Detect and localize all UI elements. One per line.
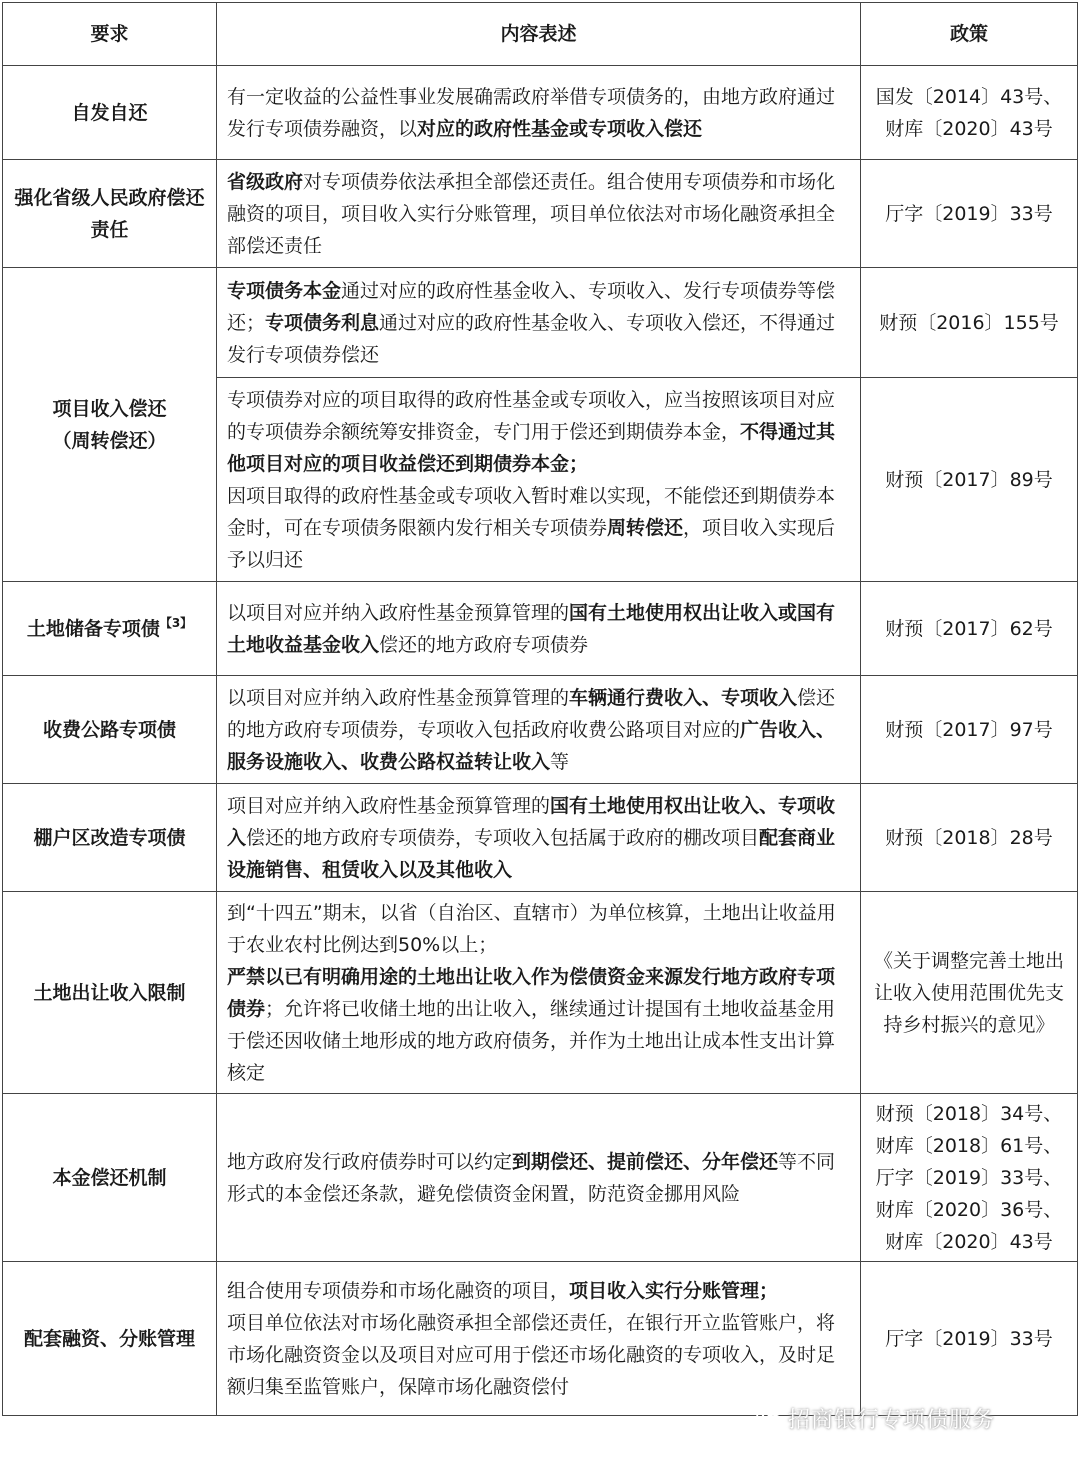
policy-cell: [861, 582, 1078, 676]
bold-text-segment: 不得通过其他项目对应的项目收益偿还到期债券本金；: [227, 420, 836, 475]
table-header-row: [3, 3, 1078, 66]
bold-text-segment: 配套商业设施销售、租赁收入以及其他收入: [227, 826, 836, 881]
table-row: [3, 892, 1078, 1094]
requirement-cell: 自发自还: [3, 66, 217, 160]
text-segment: 因项目取得的政府性基金或专项收入暂时难以实现，不能偿还到期债券本金时，可在专项债务限额内发行相关专项债券: [227, 484, 836, 539]
policy-reference: 厅字〔2019〕33号、: [875, 1166, 1063, 1189]
bold-text-segment: 项目收入实行分账管理；: [569, 1279, 779, 1302]
header-requirement: 要求: [3, 3, 217, 66]
policy-cell: [861, 784, 1078, 892]
text-segment: 通过对应的政府性基金收入、专项收入、发行专项债券等偿还；: [227, 279, 836, 334]
requirement-cell: 配套融资、分账管理: [3, 1262, 217, 1416]
policy-reference: 财预〔2018〕34号、: [875, 1102, 1063, 1125]
policy-reference: 财库〔2020〕43号: [885, 117, 1053, 140]
bold-text-segment: 广告收入、服务设施收入、收费公路权益转让收入: [227, 718, 836, 773]
bold-text-segment: 周转偿还: [607, 516, 684, 539]
watermark-text: 招商银行专项债服务: [788, 1408, 996, 1433]
requirement-cell: 强化省级人民政府偿还责任: [3, 160, 217, 268]
text-segment: 对专项债券依法承担全部偿还责任。组合使用专项债券和市场化融资的项目，项目收入实行分账管理，项目单位依法对市场化融资承担全部偿还责任: [227, 170, 836, 257]
text-segment: 偿还的地方政府专项债券，专项收入包括属于政府的棚改项目: [246, 826, 760, 849]
bold-text-segment: 国有土地使用权出让收入或国有土地收益基金收入: [227, 601, 836, 656]
requirement-label: 土地储备专项债: [26, 617, 160, 640]
content-cell: [217, 378, 861, 582]
requirement-cell: 棚户区改造专项债: [3, 784, 217, 892]
text-segment: 项目单位依法对市场化融资承担全部偿还责任，在银行开立监管账户，将市场化融资资金以及项目对应可用于偿还市场化融资的专项收入，及时足额归集至监管账户，保障市场化融资偿付: [227, 1311, 836, 1398]
bold-text-segment: 省级政府: [227, 170, 304, 193]
content-cell: [217, 582, 861, 676]
policy-reference: 财预〔2016〕155号: [879, 311, 1059, 334]
policy-cell: [861, 378, 1078, 582]
requirement-cell: [3, 582, 217, 676]
table-row: [3, 1262, 1078, 1416]
requirement-cell: [3, 268, 217, 582]
policy-cell: [861, 66, 1078, 160]
policy-reference: 财库〔2020〕36号、: [875, 1198, 1063, 1221]
policy-cell: [861, 160, 1078, 268]
policy-cell: [861, 892, 1078, 1094]
bold-text-segment: 对应的政府性基金或专项收入偿还: [417, 117, 703, 140]
bold-text-segment: 到期偿还、提前偿还、分年偿还: [512, 1150, 779, 1173]
content-cell: [217, 676, 861, 784]
bold-text-segment: 专项债务本金: [227, 279, 342, 302]
policy-cell: [861, 1262, 1078, 1416]
bold-text-segment: 国有土地使用权出让收入、专项收入: [227, 794, 836, 849]
text-segment: ；允许将已收储土地的出让收入，继续通过计提国有土地收益基金用于偿还因收储土地形成的地方政府债务，并作为土地出让成本性支出计算核定: [227, 997, 836, 1084]
policy-reference: 厅字〔2019〕33号: [885, 202, 1053, 225]
text-segment: 等不同形式的本金偿还条款，避免偿债资金闲置，防范资金挪用风险: [227, 1150, 836, 1205]
policy-cell: [861, 268, 1078, 378]
table-row: [3, 268, 1078, 378]
policy-reference: 财库〔2020〕43号: [885, 1230, 1053, 1253]
content-cell: [217, 1094, 861, 1262]
requirement-cell: 收费公路专项债: [3, 676, 217, 784]
table-row: [3, 1094, 1078, 1262]
text-segment: 以项目对应并纳入政府性基金预算管理的: [227, 601, 570, 624]
content-cell: [217, 892, 861, 1094]
text-segment: 组合使用专项债券和市场化融资的项目，: [227, 1279, 570, 1302]
policy-cell: [861, 1094, 1078, 1262]
table-row: [3, 676, 1078, 784]
text-segment: 偿还的地方政府专项债券，专项收入包括政府收费公路项目对应的: [227, 686, 836, 741]
footnote-marker: 【3】: [159, 615, 193, 630]
policy-reference: 财预〔2017〕97号: [885, 718, 1053, 741]
text-segment: 地方政府发行政府债券时可以约定: [227, 1150, 513, 1173]
content-cell: [217, 160, 861, 268]
content-cell: [217, 784, 861, 892]
policy-reference: 国发〔2014〕43号、: [875, 85, 1063, 108]
watermark: [756, 1403, 995, 1434]
policy-reference: 财库〔2018〕61号、: [875, 1134, 1063, 1157]
policy-reference: 《关于调整完善土地出让收入使用范围优先支持乡村振兴的意见》: [873, 949, 1064, 1036]
text-segment: 项目对应并纳入政府性基金预算管理的: [227, 794, 551, 817]
text-segment: 专项债券对应的项目取得的政府性基金或专项收入，应当按照该项目对应的专项债券余额统筹安排资金，专门用于偿还到期债券本金，: [227, 388, 836, 443]
bold-text-segment: 严禁以已有明确用途的土地出让收入作为偿债资金来源发行地方政府专项债券: [227, 965, 836, 1020]
policy-table: [2, 2, 1078, 1416]
requirement-label: 项目收入偿还: [52, 397, 167, 420]
text-segment: 以项目对应并纳入政府性基金预算管理的: [227, 686, 570, 709]
header-content: 内容表述: [217, 3, 861, 66]
table-row: [3, 582, 1078, 676]
policy-reference: 财预〔2017〕62号: [885, 617, 1053, 640]
text-segment: 有一定收益的公益性事业发展确需政府举借专项债务的，由地方政府通过发行专项债券融资，以: [227, 85, 836, 140]
table-row: [3, 66, 1078, 160]
policy-reference: 财预〔2017〕89号: [885, 468, 1053, 491]
content-cell: [217, 1262, 861, 1416]
text-segment: 等: [550, 750, 570, 773]
content-cell: [217, 268, 861, 378]
bold-text-segment: 车辆通行费收入、专项收入: [569, 686, 798, 709]
content-cell: [217, 66, 861, 160]
text-segment: ，项目收入实现后予以归还: [227, 516, 836, 571]
bold-text-segment: 专项债务利息: [265, 311, 380, 334]
table-row: [3, 160, 1078, 268]
text-segment: 到“十四五”期末，以省（自治区、直辖市）为单位核算，土地出让收益用于农业农村比例达到50%以上；: [227, 901, 836, 956]
policy-reference: 财预〔2018〕28号: [885, 826, 1053, 849]
requirement-cell: 本金偿还机制: [3, 1094, 217, 1262]
header-policy: 政策: [861, 3, 1078, 66]
policy-reference: 厅字〔2019〕33号: [885, 1327, 1053, 1350]
table-row: [3, 784, 1078, 892]
policy-cell: [861, 676, 1078, 784]
requirement-cell: 土地出让收入限制: [3, 892, 217, 1094]
requirement-sublabel: （周转偿还）: [52, 429, 167, 452]
text-segment: 通过对应的政府性基金收入、专项收入偿还，不得通过发行专项债券偿还: [227, 311, 836, 366]
wechat-icon: [756, 1409, 782, 1429]
text-segment: 偿还的地方政府专项债券: [379, 633, 589, 656]
